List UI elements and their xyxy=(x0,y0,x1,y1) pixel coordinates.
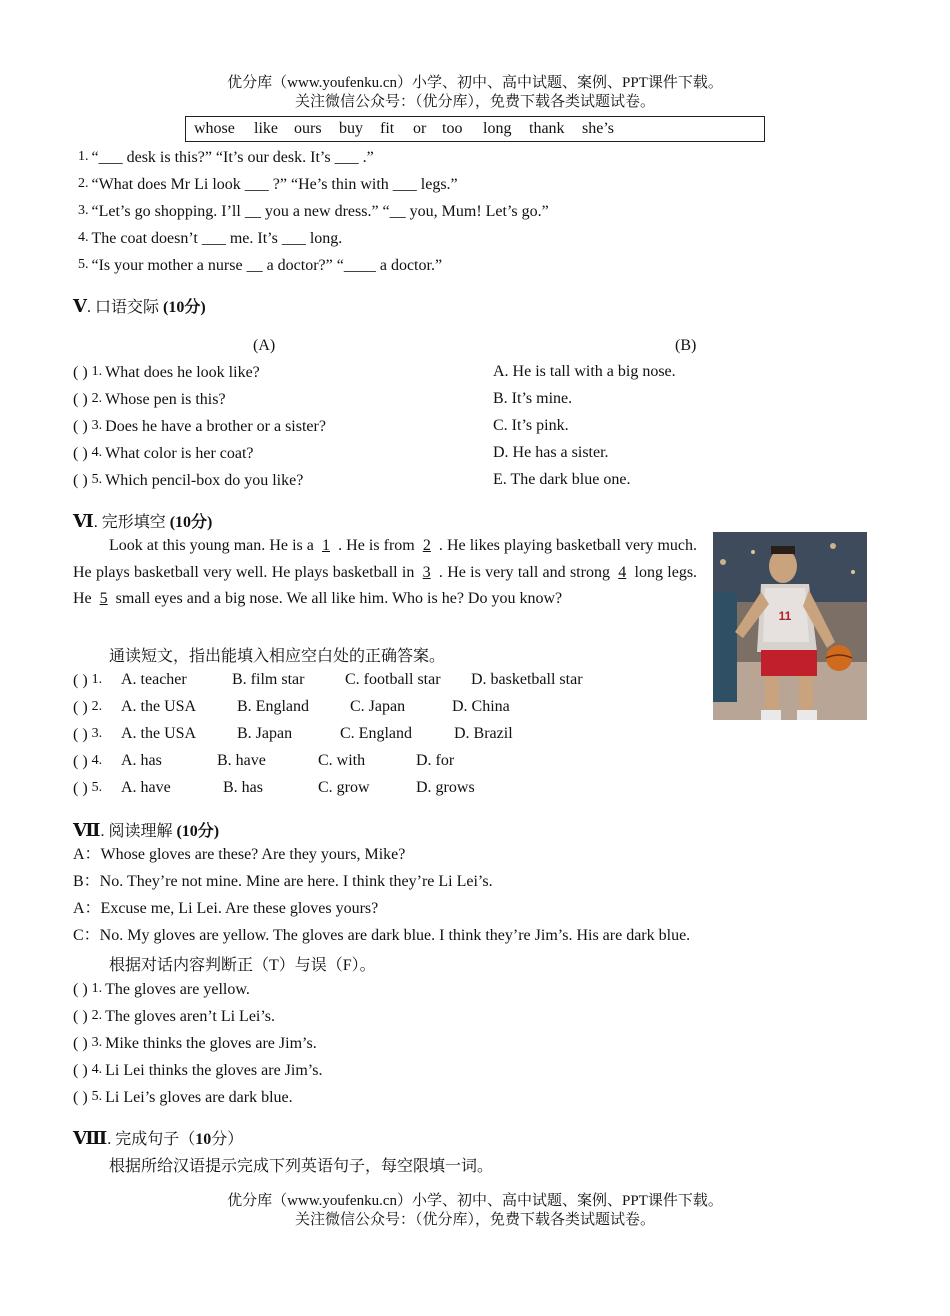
footer-line-1: 优分库（www.youfenku.cn）小学、初中、高中试题、案例、PPT课件下载。 xyxy=(227,1193,723,1209)
fill-blank-line: 3. “Let’s go shopping. I’ll __ you a new dress.” “__ you, Mum! Let’s go.” xyxy=(78,203,549,220)
question-row: ( ) 1. What does he look like? xyxy=(73,364,260,381)
choice-c: C. England xyxy=(340,725,412,742)
fill-blank-line: 1. “___ desk is this?” “It’s our desk. It’s ___ .” xyxy=(78,149,374,166)
dialog-line: B：No. They’re not mine. Mine are here. I think they’re Li Lei’s. xyxy=(73,873,493,890)
choice-c: C. grow xyxy=(318,779,370,796)
choice-b: B. England xyxy=(237,698,309,715)
section-instruction: 根据所给汉语提示完成下列英语句子，每空限填一词。 xyxy=(109,1158,494,1175)
word-box-word: or xyxy=(413,120,427,137)
question-row: ( ) 2. The gloves aren’t Li Lei’s. xyxy=(73,1008,276,1025)
choice-b: B. film star xyxy=(232,671,305,688)
dialog-line: C：No. My gloves are yellow. The gloves are dark blue. I think they’re Jim’s. His are dark blue. xyxy=(73,927,691,944)
question-row: ( ) 3. Mike thinks the gloves are Jim’s. xyxy=(73,1035,317,1052)
section-title: Ⅶ. 阅读理解 (10分) xyxy=(73,820,220,840)
word-box-word: too xyxy=(442,120,463,137)
choice-d: D. basketball star xyxy=(471,671,583,688)
fill-blank-line: 4. The coat doesn’t ___ me. It’s ___ long. xyxy=(78,230,343,247)
question-row: ( ) 5. Which pencil-box do you like? xyxy=(73,472,304,489)
word-box-word: long xyxy=(483,120,512,137)
choice-a: A. the USA xyxy=(121,725,197,742)
dialog-line: A：Excuse me, Li Lei. Are these gloves yours? xyxy=(73,900,379,917)
section-instruction: 根据对话内容判断正（T）与误（F）。 xyxy=(109,957,376,974)
basketball-player-photo xyxy=(713,532,867,720)
question-row: ( ) 4. Li Lei thinks the gloves are Jim’s. xyxy=(73,1062,323,1079)
question-row: ( ) 3. xyxy=(73,726,103,743)
word-box-word: thank xyxy=(529,120,565,137)
question-row: ( ) 3. Does he have a brother or a sister? xyxy=(73,418,326,435)
question-row: ( ) 1. The gloves are yellow. xyxy=(73,981,250,998)
choice-b: B. Japan xyxy=(237,725,293,742)
word-box-word: ours xyxy=(294,120,322,137)
question-row: ( ) 1. xyxy=(73,672,103,689)
question-row: ( ) 5. Li Lei’s gloves are dark blue. xyxy=(73,1089,293,1106)
column-a-label: (A) xyxy=(253,337,276,354)
svg-text:11: 11 xyxy=(778,609,792,623)
choice-c: C. football star xyxy=(345,671,441,688)
answer-option: B. It’s mine. xyxy=(493,390,573,407)
choice-a: A. has xyxy=(121,752,162,769)
section-title: Ⅷ. 完成句子（10分） xyxy=(73,1128,244,1148)
word-box xyxy=(185,116,765,142)
choice-c: C. Japan xyxy=(350,698,406,715)
choice-d: D. for xyxy=(416,752,455,769)
choice-c: C. with xyxy=(318,752,366,769)
section-title: Ⅴ. 口语交际 (10分) xyxy=(73,296,206,316)
column-b-label: (B) xyxy=(675,337,697,354)
choice-b: B. have xyxy=(217,752,266,769)
question-row: ( ) 2. xyxy=(73,699,103,716)
choice-d: D. Brazil xyxy=(454,725,513,742)
fill-blank-line: 5. “Is your mother a nurse __ a doctor?” “____ a doctor.” xyxy=(78,257,443,274)
word-box-word: whose xyxy=(194,120,235,137)
fill-blank-line: 2. “What does Mr Li look ___ ?” “He’s thin with ___ legs.” xyxy=(78,176,458,193)
choice-a: A. the USA xyxy=(121,698,197,715)
footer-line-2: 关注微信公众号：（优分库），免费下载各类试题试卷。 xyxy=(294,1212,655,1228)
choice-b: B. has xyxy=(223,779,263,796)
header-line-2: 关注微信公众号：（优分库），免费下载各类试题试卷。 xyxy=(294,94,655,110)
choice-a: A. have xyxy=(121,779,171,796)
dialog-line: A：Whose gloves are these? Are they yours, Mike? xyxy=(73,846,406,863)
word-box-word: she’s xyxy=(582,120,614,137)
question-row: ( ) 4. xyxy=(73,753,103,770)
choice-d: D. grows xyxy=(416,779,475,796)
reading-passage: Look at this young man. He is a 1 . He is from 2 . He likes playing basketball very much. He plays basketball very well. He plays basketball in 3 . He is very tall and strong 4 long legs. He 5 small eyes and a big nose. We all like him. Who is he? Do you know? xyxy=(73,537,698,608)
answer-option: A. He is tall with a big nose. xyxy=(493,363,676,380)
word-box-word: like xyxy=(254,120,278,137)
word-box-word: buy xyxy=(339,120,363,137)
header-line-1: 优分库（www.youfenku.cn）小学、初中、高中试题、案例、PPT课件下载。 xyxy=(227,75,723,91)
answer-option: D. He has a sister. xyxy=(493,444,609,461)
choice-d: D. China xyxy=(452,698,510,715)
word-box-word: fit xyxy=(380,120,395,137)
question-row: ( ) 5. xyxy=(73,780,103,797)
section-instruction: 通读短文，指出能填入相应空白处的正确答案。 xyxy=(109,648,446,665)
answer-option: E. The dark blue one. xyxy=(493,471,631,488)
section-title: Ⅵ. 完形填空 (10分) xyxy=(73,511,213,531)
question-row: ( ) 4. What color is her coat? xyxy=(73,445,254,462)
answer-option: C. It’s pink. xyxy=(493,417,569,434)
question-row: ( ) 2. Whose pen is this? xyxy=(73,391,226,408)
choice-a: A. teacher xyxy=(121,671,187,688)
